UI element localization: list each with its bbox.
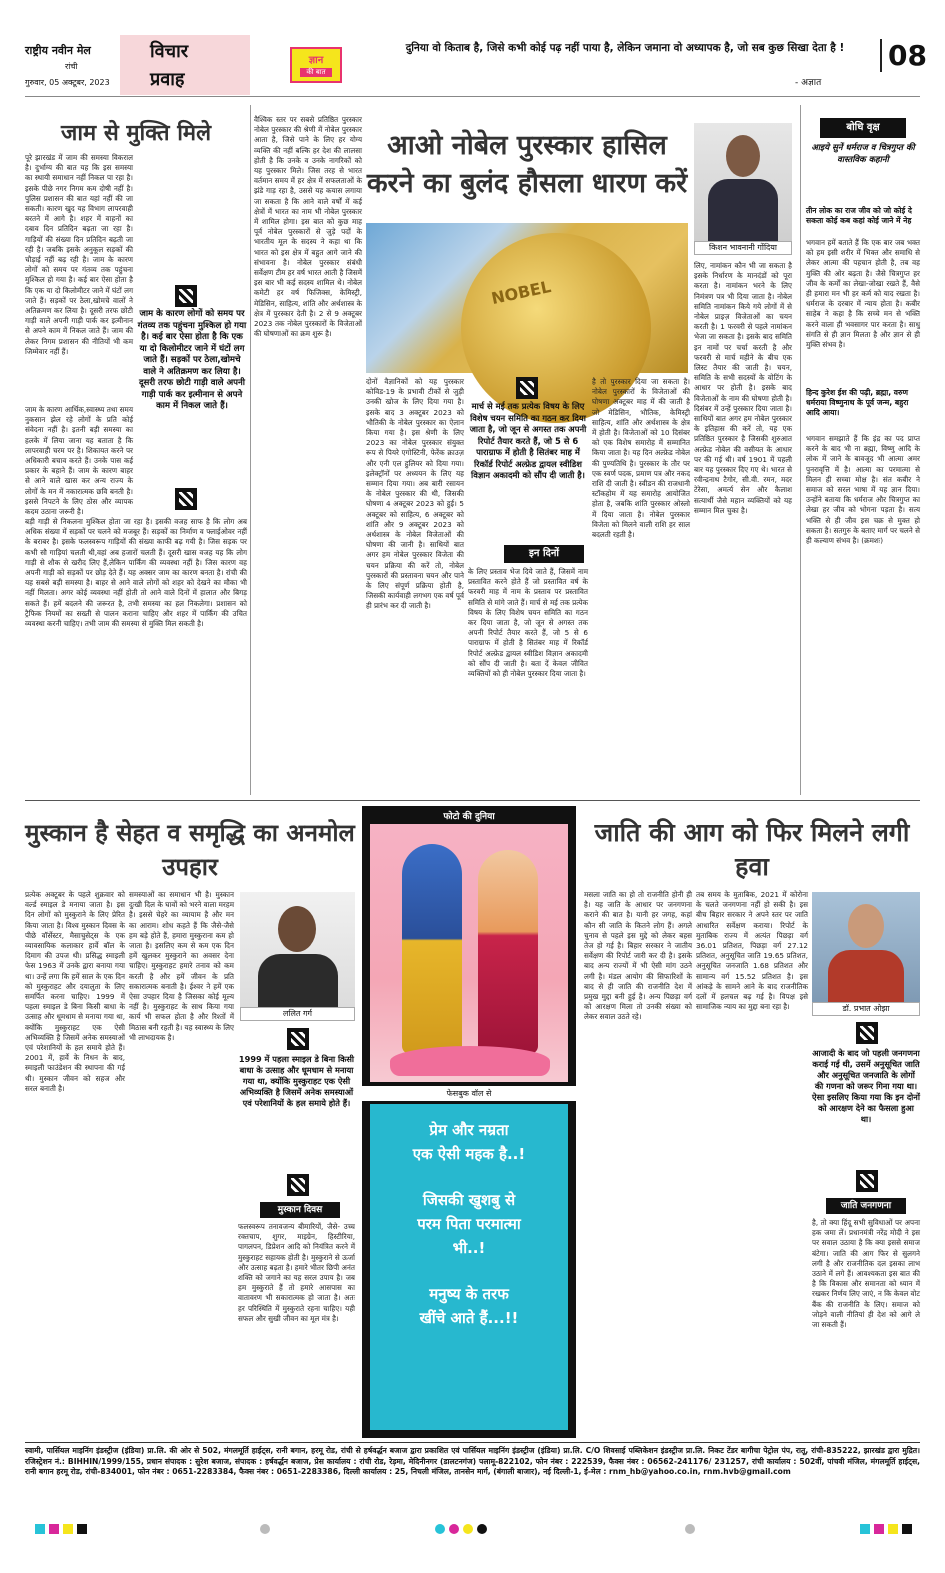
color-swatch: [902, 1524, 912, 1534]
color-swatch: [477, 1524, 487, 1534]
jam-body-2: जाम के कारण आर्थिक,स्वास्थ्य तथा समय नुकसान झेल रहे लोगों के प्रति कोई संवेदना नहीं है। इतनी बड़ी समस्या का हलके में लिया जाना यह बताता है कि लापरवाही चरम पर है। शिकायत करने पर अधिकारी बचाव करते हैं। उनके पास कई प्रकार के बहाने हैं। जाम के कारण बाहर से आने वाले खास कर अन्य राज्य के लोगों के मन में नकारात्मक छवि बनती है। इससे निपटने के लिए ठोस और व्यापक कदम उठाना जरूरी है।: [25, 405, 133, 517]
jati-pullquote: आजादी के बाद जो पहली जनगणना कराई गई थी, उसमें अनुसूचित जाति और अनुसूचित जनजाति के लोगों की गणना को जरूर गिना गया था। ऐसा इसलिए किया गया कि इन दोनों को आरक्षण देने का फैसला हुआ था।: [812, 1048, 920, 1124]
jati-col-2: तब समय के मुताबिक, 2021 में कोरोना के चलते जनगणना नहीं हो सकी है। इस बीच बिहार सरकार ने अपने स्तर पर जाति आधारित सर्वेक्षण कराया। रिपोर्ट के मुताबिक राज्य में अत्यंत पिछड़ा वर्ग 36.01 प्रतिशत, पिछड़ा वर्ग 27.12 प्रतिशत, अनुसूचित जाति 19.65 प्रतिशत, अनुसूचित जनजाति 1.68 प्रतिशत और सामान्य वर्ग 15.52 प्रतिशत है। इस आंकड़े के सामने आने के बाद राजनीतिक दलों में हलचल बढ़ गई है। विपक्ष इसे सामाजिक न्याय का मुद्दा बना रहा है।: [696, 890, 808, 1012]
color-swatch: [435, 1524, 445, 1534]
nobel-title: आओ नोबेल पुरस्कार हासिल करने का बुलंद हौसला धारण करें: [366, 130, 688, 199]
nobel-author-caption: किशन भावनानी गोंदिया: [694, 241, 792, 255]
article-jati: [584, 810, 920, 1435]
jati-title: जाति की आग को फिर मिलने लगी हवा: [594, 818, 910, 881]
color-swatch: [888, 1524, 898, 1534]
author-head-icon: [278, 906, 316, 952]
color-swatch: [77, 1524, 87, 1534]
quote-line-1: प्रेम और नम्रता: [429, 1121, 509, 1139]
issue-date: गुरुवार, 05 अक्टूबर, 2023: [25, 78, 110, 87]
quote-card: [370, 1104, 568, 1430]
color-swatch: [463, 1524, 473, 1534]
quote-line-2: एक ऐसी महक है..!: [412, 1145, 526, 1163]
color-swatch: [874, 1524, 884, 1534]
masthead-quote: दुनिया वो किताब है, जिसे कभी कोई पढ़ नहीं पाया है, लेकिन जमाना वो अध्यापक है, जो सब कुछ सिखा देता है !: [405, 42, 845, 54]
qr-icon: [516, 377, 538, 399]
color-swatch: [35, 1524, 45, 1534]
bodh-body-2: भगवान समझाते हैं कि इंद्र का पद प्राप्त करने के बाद भी ना ब्रह्मा, विष्णु आदि के लोक में जाने के बावजूद भी आत्मा अमर पुनरावृत्ति में है। आत्मा का परमात्मा से मिलन ही सच्चा मोक्ष है। संत कबीर ने समाज को सरल भाषा में यह ज्ञान दिया। उन्होंने बताया कि धर्मराज और चित्रगुप्त का लेखा हर जीव को भोगना पड़ता है। सत्य भक्ति से ही जीव इस चक्र से मुक्त हो सकता है। सतगुरु के बताए मार्ग पर चलने से ही कल्याण संभव है। (क्रमशः): [806, 434, 920, 546]
bodh-subtitle: आइये सुनें धर्मराज व चित्रगुप्त की वास्तविक कहानी: [811, 143, 915, 165]
quote-author: - अज्ञात: [795, 78, 822, 88]
masthead: [25, 35, 927, 97]
footer-divider: [25, 1442, 920, 1443]
qr-icon: [856, 1022, 878, 1044]
registration-dot: [685, 1524, 695, 1534]
jati-col-1: मसला जाति का हो तो राजनीति होनी ही है। यह जाति के आधार पर जनगणना कराने की बात है। यानी हर जगह, कहां कौन सी जाति के कितने लोग हैं। अगले चुनाव से पहले इस मुद्दे को लेकर बहस तेज हो गई है। बिहार सरकार ने जातीय सर्वेक्षण की रिपोर्ट जारी कर दी है। इसके बाद अन्य राज्यों में भी ऐसी मांग उठने लगी है। मंडल आयोग की सिफारिशों के बाद से ही जाति की राजनीति देश में प्रमुख मुद्दा बनी हुई है। अन्य पिछड़ा वर्ग को आरक्षण मिला तो उनकी संख्या को लेकर सवाल उठते रहे।: [584, 890, 692, 1022]
jati-tag: जाति जनगणना: [826, 1198, 906, 1214]
nobel-medal-photo: [366, 223, 688, 373]
footer-imprint: स्वामी, पार्सियल माइनिंग इंडस्ट्रीज (इंडिया) प्रा.लि. की ओर से 502, मंगलमूर्ति हाईट्स, रानी बगान, हरमू रोड, रांची से हर्षवर्द्धन बजाज द्वारा प्रकाशित एवं पार्सियल माइनिंग इंडस्ट्रीज (इंडिया) प्रा.लि. C/O शिवसाई पब्लिकेशन इंडस्ट्रीज प्रा.लि. निकट टेंडर बागीचा पेट्रोल पंप, रातू, रांची-835222, झारखंड द्वारा मुद्रित। रजिस्ट्रेशन नं.: BIHHIN/1999/155, प्रधान संपादक : सुरेश बजाज, संपादक : हर्षवर्द्धन बजाज, प्रेस कार्यालय : रांची रोड, रेड़मा, मेदिनीनगर (डालटनगंज) पलामू-822102, फोन नंबर : 222539, फैक्स नंबर : 06562-241176/ 231257, रांची कार्यालय : 502वीं, पांचवी मंजिल, मंगलमूर्ति हाईट्स, रानी बगान हरमू रोड, रांची-834001, फोन नंबर : 0651-2283384, फैक्स नंबर : 0651-2283386, दिल्ली कार्यालय : 25, निचली मंजिल, तानसेन मार्ग, (बंगाली बाजार), नई दिल्ली-1, ई-मेल : rnm_hb@yahoo.co.in, rnm.hvb@gmail.com: [25, 1446, 920, 1477]
author-head-icon: [848, 904, 884, 948]
bodh-lead: तीन लोक का राज जीव को जो कोई दे सकता कोई कब कहां कोई जाने में नेह: [806, 206, 912, 225]
qr-icon: [175, 488, 197, 510]
qr-icon: [287, 1028, 309, 1050]
muskan-pullquote: 1999 में पहला स्माइल डे बिना किसी बाधा के उत्साह और धूमधाम से मनाया गया था, क्योंकि मुस्कुराहट एक ऐसी अभिव्यक्ति है जिसमें अनेक समस्याओं एवं परेशानियों के हल समाये होते हैं।: [238, 1054, 355, 1108]
article-muskan: [25, 810, 355, 1435]
qr-icon: [856, 1170, 878, 1192]
color-registration-strip: [25, 1522, 920, 1536]
qr-icon: [287, 1174, 309, 1196]
page-number: 08: [880, 39, 927, 72]
gyan-label-1: ज्ञान: [308, 55, 324, 66]
muskan-col-2: समस्याओं का समाधान भी है। मुस्कान दुःखी दिल के घावों को भरने वाला मरहम है। इससे चेहरे का व्यायाम है और मन का आराम। शोध कहते हैं कि जैसे-जैसे हम बड़े होते हैं, हमारा मुस्कुराना कम हो जाता है। इसलिए कम से कम एक दिन हमें खुलकर मुस्कुराने का अवसर देना चाहिए। मुस्कुराहट हमारे तनाव को कम करती है और हमें जीवन के प्रति सकारात्मक बनाती है। ईश्वर ने हमें एक ऐसा उपहार दिया है जिसका कोई मूल्य नहीं है। मुस्कुराहट के साथ किया गया कार्य भी सफल होता है और रिश्तों में मिठास बनी रहती है। यह स्वास्थ्य के लिए भी लाभदायक है।: [129, 890, 234, 1042]
quote-line-5: भी..!: [452, 1239, 486, 1257]
bodh-body: भगवान हमें बताते हैं कि एक बार जब भक्त को हम इसी शरीर में भिक्त और समाधि से लेकर आत्मा की पहचान होती है, तब वह मुक्ति की ओर बढ़ता है। जैसे चित्रगुप्त हर जीव के कर्मों का लेखा-जोखा रखते हैं, वैसे ही हमारा मन भी हर कर्म को याद रखता है। धर्मराज के दरबार में न्याय होता है। कबीर साहेब ने कहा है कि सच्चे मन से भक्ति करने वाला ही भवसागर पार करता है। साधु संगति से ही ज्ञान मिलता है और ज्ञान से ही मुक्ति संभव है।: [806, 238, 920, 350]
article-jam: [25, 105, 247, 795]
city: रांची: [65, 62, 78, 71]
muskan-author-photo: [240, 892, 355, 1007]
jam-pullquote: जाम के कारण लोगों को समय पर गंतव्य तक पहुंचना मुश्किल हो गया है। कई बार ऐसा होता है कि एक या दो किलोमीटर जाने में घंटों लग जाते हैं। सड़कों पर ठेला,खोमचे वाले ने अतिक्रमण कर लिया है। दूसरी तरफ छोटी गाड़ी वाले अपनी गाड़ी पार्क कर इत्मीनान से अपने काम में निकल जाते हैं।: [137, 309, 247, 411]
registration-dot: [260, 1524, 270, 1534]
nobel-col-mid: दोनों वैज्ञानिकों को यह पुरस्कार कोविड-19 के प्रभावी टीकों से जुड़ी उनकी खोज के लिए दिया गया है। इसके बाद 3 अक्टूबर 2023 को भौतिकी के नोबेल पुरस्कार का ऐलान किया गया है। इस श्रेणी के लिए 2023 का नोबेल पुरस्कार संयुक्त रूप से पियरे एगोस्टिनी, फेरेंक क्राउज़ और एनी एल हुलियर को दिया गया। इलेक्ट्रॉनों पर अध्ययन के लिए यह सम्मान दिया गया। अब बारी रसायन के नोबेल पुरस्कार की थी, जिसकी घोषणा 4 अक्टूबर 2023 को हुई। 5 अक्टूबर को साहित्य, 6 अक्टूबर को शांति और 9 अक्टूबर 2023 को अर्थशास्त्र के नोबेल विजेताओं की घोषणा की जानी है। साथियों बात अगर हम नोबेल पुरस्कार विजेता की चयन प्रक्रिया की करें तो, नोबेल पुरस्कारों की प्रस्तावना चयन और पाने के लिए संपूर्ण प्रक्रिया होती है, जिसकी कार्यवाही लगभग एक वर्ष पूर्व ही प्रारंभ कर दी जाती है।: [366, 377, 464, 611]
author-body-icon: [828, 950, 904, 1002]
tag-in-dino: इन दिनों: [504, 545, 584, 563]
bodh-lead-2: हिन्द कुरेश ईश की पढ़ी, ब्रह्मा, वरुण धर्मराया विष्णुनाथ के पूर्व जन्म, बहुरा आदि आया।: [806, 388, 909, 417]
jam-title: जाम से मुक्ति मिले: [61, 120, 211, 146]
deity-vishnu-icon: [402, 844, 462, 1054]
column-divider: [800, 105, 801, 795]
medal-label: NOBEL: [489, 276, 553, 309]
quote-line-3: जिसकी खुशबु से: [422, 1191, 516, 1209]
quote-line-4: परम पिता परमात्मा: [417, 1215, 521, 1233]
devotional-photo: [370, 824, 568, 1082]
jati-col-3: है, तो क्या हिंदू सभी सुविधाओं पर अपना हक जमा लें। प्रधानमंत्री नरेंद्र मोदी ने इस पर सवाल उठाया है कि क्या इससे समाज बंटेगा। जाति की आग फिर से सुलगने लगी है और राजनीतिक दल इसका लाभ उठाने में लगे हैं। आवश्यकता इस बात की है कि विकास और समानता को ध्यान में रखकर निर्णय लिए जाएं, न कि केवल वोट बैंक की राजनीति के लिए। समाज को जोड़ने वाली नीतियां ही देश को आगे ले जा सकती हैं।: [812, 1218, 920, 1330]
color-swatch: [63, 1524, 73, 1534]
gyan-label-2: की बात: [300, 68, 332, 77]
jam-body-3: बड़ी गाड़ी से निकलना मुश्किल होता जा रहा है। इसकी वजह साफ है कि लोग अब अधिक संख्या में सड़कों पर चलने को मजबूर हैं। सड़कों का निर्माण व फ्लाईओवर नहीं के बराबर है। इसके फलस्वरूप गाड़ियों की संख्या काफी बढ़ गयी है। जिस सड़क पर कभी सौ गाड़ियां चलती थी,वहां अब हजारों चलती हैं। दूसरी खास वजह यह कि लोग गाड़ी से शौक से खरीद लिए हैं,लेकिन पार्किंग की व्यवस्था नहीं है। जिस कारण वह अपनी गाड़ी को सड़कों पर छोड़ देते हैं। यह अक्सर जाम का कारण बनता है। रांची की यह सबसे बड़ी समस्या है। बाहर से आने वाले लोगों को शहर को देखने का मौका भी नहीं मिलता। अगर कोई व्यवस्था नहीं होती तो आने वाले दिनों में हालात और बिगड़ सकते हैं। हमें बदलने की जरूरत है, तभी समस्या का हल निकलेगा। प्रशासन को ट्रैफिक नियमों का सख्ती से पालन कराना चाहिए और शहर में पार्किंग की उचित व्यवस्था करनी चाहिए। तभी जाम की समस्या से मुक्ति मिल सकती है।: [25, 517, 247, 629]
nobel-col-right1: है तो पुरस्कार दिया जा सकता है। नोबेल पुरस्कारों के विजेताओं की घोषणा अक्टूबर माह में की जाती है जो मेडिसिन, भौतिक, केमिस्ट्री साहित्य, शांति और अर्थशास्त्र के क्षेत्र में होती है। विजेताओं को 10 दिसंबर को एक विशेष समारोह में सम्मानित किया जाता है। यह दिन अल्फ्रेड नोबेल की पुण्यतिथि है। पुरस्कार के तौर पर एक स्वर्ण पदक, प्रमाण पत्र और नकद राशि दी जाती है। स्वीडन की राजधानी स्टॉकहोम में यह समारोह आयोजित होता है, जबकि शांति पुरस्कार ओस्लो में दिया जाता है। नोबेल पुरस्कार विजेता को मिलने वाली राशि हर साल बदलती रहती है।: [592, 377, 691, 540]
paper-name: राष्ट्रीय नवीन मेल: [25, 44, 91, 57]
muskan-col-3: फलस्वरूप तनावजन्य बीमारियों, जैसे- उच्च रक्तचाप, शुगर, माइग्रेन, हिस्टीरिया, पागलपन, डिप्रेशन आदि को नियंत्रित करने में मुस्कुराहट सहायक होती है। मुस्कुराने से ऊर्जा और उत्साह बढ़ता है। हमारे भीतर छिपी अनंत शक्ति को जगाने का यह सरल उपाय है। जब हम मुस्कुराते हैं तो हमारे आसपास का वातावरण भी सकारात्मक हो जाता है। अतः हर परिस्थिति में मुस्कुराते रहना चाहिए। यही सफल और सुखी जीवन का मूल मंत्र है।: [238, 1222, 355, 1323]
section-divider: [25, 800, 920, 801]
author-body-icon: [258, 954, 338, 1007]
muskan-title: मुस्कान है सेहत व समृद्धि का अनमोल उपहार: [25, 818, 355, 881]
color-swatch: [860, 1524, 870, 1534]
photo-duniya: [362, 806, 576, 1438]
bodh-tag: बोधि वृक्ष: [820, 118, 906, 138]
author-head-icon: [726, 135, 760, 177]
jati-author-caption: डॉ. प्रभात ओझा: [812, 1002, 920, 1016]
deity-lakshmi-icon: [478, 850, 538, 1054]
photo-duniya-label: फोटो की दुनिया: [443, 812, 495, 822]
color-swatch: [49, 1524, 59, 1534]
bodh-vriksh: [806, 118, 920, 795]
nobel-pullquote: मार्च से मई तक प्रत्येक विषय के लिए विशेष चयन समिति का गठन कर दिया जाता है, जो जून से अगस्त तक अपनी रिपोर्ट तैयार करते हैं, जो 5 से 6 पाराग्राफ में होती है सितंबर माह में रिकॉर्ड रिपोर्ट अल्फ्रेड द्वायल स्वीडिश विज्ञान अकादमी को सौंप दी जाती है।: [469, 401, 587, 480]
quote-line-7: खींचे आते हैं...!!: [419, 1309, 519, 1327]
nobel-col-left: वैश्विक स्तर पर सबसे प्रतिष्ठित पुरस्कार नोबेल पुरस्कार की श्रेणी में नोबेल पुरस्कार आता है, जिसे पाने के लिए हर योग्य व्यक्ति की नहीं बल्कि हर देश की लालसा होती है कि उनके व उनके नागरिकों को यह पुरस्कार मिले। जिस तरह से भारत वर्तमान समय में हर क्षेत्र में सफलताओं के झंडे गाड़ रहा है, उससे यह कयास लगाया जा सकता है कि आने वाले वर्षों में कई क्षेत्रों में भारत का नाम भी नोबेल पुरस्कार में शामिल होगा। इस बात को कुछ माह पूर्व नोबेल पुरस्कारों से जुड़े पदों के भारतीय मूल के सदस्य ने कहा था कि भारत को इस क्षेत्र में बहुत आगे जाने की संभावना है। नोबेल पुरस्कार संबंधी सर्वेक्षण टीम हर वर्ष भारत आती है जिसमें इस बार भी कई सदस्य शामिल थे। नोबेल कमेटी हर वर्ष फिजिक्स, केमिस्ट्री, मेडिसिन, साहित्य, शांति और अर्थशास्त्र के क्षेत्र में पुरस्कार देती है। 2 से 9 अक्टूबर 2023 तक नोबेल पुरस्कारों के विजेताओं की घोषणाओं का क्रम शुरू है।: [254, 115, 362, 339]
author-body-icon: [708, 179, 778, 241]
lotus-icon: [390, 1046, 550, 1076]
section-title-1: विचार: [150, 41, 189, 62]
photo-credit: फेसबुक वॉल से: [362, 1086, 576, 1101]
muskan-tag: मुस्कान दिवस: [260, 1202, 340, 1218]
color-swatch: [449, 1524, 459, 1534]
section-title-box: [120, 35, 250, 95]
jam-body-1: पूरे झारखंड में जाम की समस्या विकराल है। दुर्भाग्य की बात यह कि इस समस्या का स्थायी समाधान नहीं निकल पा रहा है। इसके पीछे नगर निगम कम दोषी नहीं है। पुलिस प्रशासन की बात यहां नहीं की जा सकती। कारण खुद यह विभाग लापरवाही बरतने में आगे है। शहर में वाहनों का दबाव दिन प्रतिदिन बढ़ता जा रहा है। गाड़ियों की संख्या दिन प्रतिदिन बढ़ती जा रही है। जबकि इसके अनुकूल सड़कों की चौड़ाई नहीं बढ़ रही है। जाम के कारण लोगों को समय पर गंतव्य तक पहुंचना मुश्किल हो गया है। कई बार ऐसा होता है कि एक या दो किलोमीटर जाने में घंटों लग जाते हैं। सड़कों पर ठेला,खोमचे वालों ने अतिक्रमण कर लिया है। दूसरी तरफ छोटी गाड़ी वाले अपनी गाड़ी पार्क कर इत्मीनान से अपने काम में निकल जाते हैं। जाम की लेकर निगम प्रशासन की नीतियों भी कम जिम्मेवार नहीं हैं।: [25, 153, 133, 356]
article-nobel: [254, 105, 794, 795]
section-title-2: प्रवाह: [150, 69, 185, 90]
jati-author-photo: [812, 892, 920, 1002]
author-photo: [694, 123, 792, 241]
muskan-author-caption: ललित गर्ग: [240, 1007, 355, 1021]
quote-line-6: मनुष्य के तरफ: [429, 1285, 509, 1303]
nobel-col-right2: लिए, नामांकन कौन भी जा सकता है इसके निर्धारण के मानदंडों को पूरा करता है। नामांकन भरने के लिए निमंत्रण पत्र भी दिया जाता है। नोबेल समिति नामांकन किये गये लोगों में से नोबेल प्राइज़ विजेताओं का चयन करती है। 1 फरवरी से पहले नामांकन भेजा जा सकता है। इसके बाद समिति इन नामों पर चर्चा करती है और फरवरी से मार्च महीने के बीच एक लिस्ट तैयार की जाती है। चयन, समिति के सभी सदस्यों के वोटिंग के आधार पर होती है। इसके बाद विजेताओं के नाम की घोषणा होती है। दिसंबर में उन्हें पुरस्कार दिया जाता है। साथियों बात अगर हम नोबेल पुरस्कार के इतिहास की करें तो, यह एक प्रतिष्ठित पुरस्कार है जिसकी शुरुआत अल्फ्रेड नोबेल की वसीयत के आधार पर की गई थी। वर्ष 1901 में पहली बार यह पुरस्कार दिए गए थे। भारत से रवीन्द्रनाथ टैगोर, सी.वी. रमन, मदर टेरेसा, अमर्त्य सेन और कैलाश सत्यार्थी जैसे महान व्यक्तियों को यह सम्मान मिल चुका है।: [694, 261, 792, 515]
column-divider: [250, 105, 251, 795]
nobel-col-mid2: के लिए प्रस्ताव भेज दिये जाते हैं, जिसमें नाम प्रस्तावित करने होते हैं जो प्रस्तावित वर्ष के फरवरी माह में नाम के प्रस्ताव पर प्रस्तावित समिति से मांगे जाते हैं। मार्च से मई तक प्रत्येक विषय के लिए विशेष चयन समिति का गठन कर दिया जाता है, जो जून से अगस्त तक अपनी रिपोर्ट तैयार करते हैं, जो 5 से 6 पाराग्राफ में होती है सितंबर माह में रिकॉर्ड रिपोर्ट अल्फ्रेड द्वायल स्वीडिश विज्ञान अकादमी को सौंप दी जाती है। बता दें केवल जीवित व्यक्तियों को ही नोबेल पुरस्कार दिया जाता है।: [468, 567, 588, 679]
gyan-badge: [290, 47, 342, 83]
muskan-col-1: प्रत्येक अक्टूबर के पहले शुक्रवार को वर्ल्ड स्माइल डे मनाया जाता है। इस दिन लोगों को मुस्कुराने के लिए प्रेरित किया जाता है। विश्व मुस्कान दिवस के पीछे वॉर्सेस्टर, मैसाचुसेट्स के एक व्यावसायिक कलाकार हार्वे बॉल के दिमाग की उपज थी। प्रसिद्ध स्माइली फेस 1963 में उनके द्वारा बनाया गया था। उन्हें लगा कि हमें साल के एक दिन को मुस्कुराहट और दयालुता के लिए समर्पित करना चाहिए। 1999 में पहला स्माइल डे बिना किसी बाधा के उत्साह और धूमधाम से मनाया गया था, क्योंकि मुस्कुराहट एक ऐसी अभिव्यक्ति है जिसमें अनेक समस्याओं एवं परेशानियों के हल समाये होते हैं। 2001 में, हार्वे के निधन के बाद, स्माइली फाउंडेशन की स्थापना की गई थी। मुस्कान जीवन को सहज और सरल बनाती है।: [25, 890, 125, 1093]
qr-icon: [175, 285, 197, 307]
